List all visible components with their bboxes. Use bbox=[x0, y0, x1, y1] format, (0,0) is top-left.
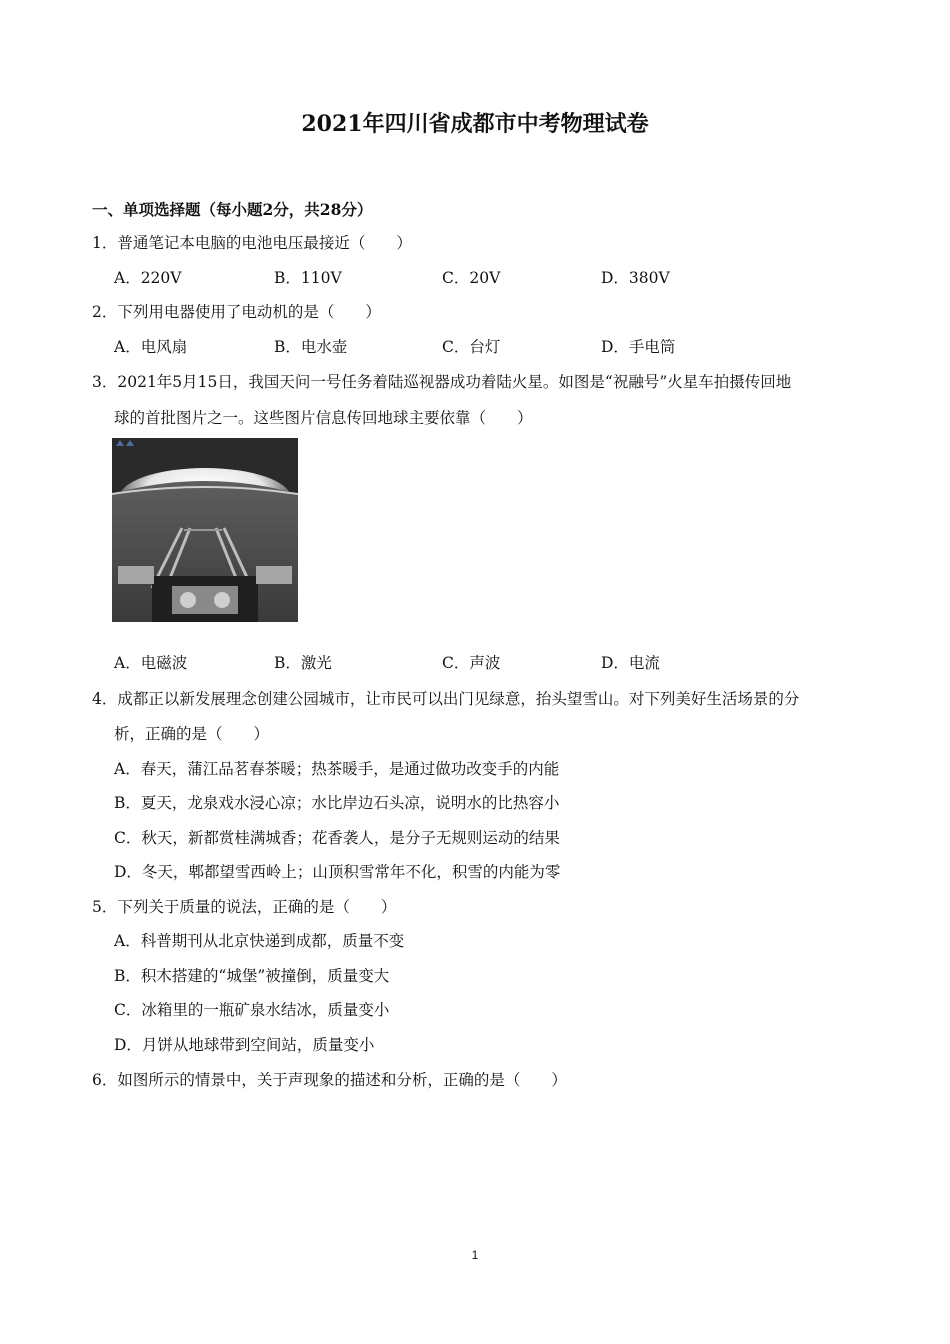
q3-option-b: B．激光 bbox=[274, 654, 332, 672]
q3-option-a: A．电磁波 bbox=[114, 654, 188, 672]
mars-rover-photo bbox=[112, 438, 298, 622]
question-1-stem: 1．普通笔记本电脑的电池电压最接近（ ） bbox=[92, 234, 412, 252]
section-heading: 一、单项选择题（每小题2分，共28分） bbox=[92, 200, 373, 219]
question-4-stem-line2: 析，正确的是（ ） bbox=[114, 725, 270, 743]
q2-option-b: B．电水壶 bbox=[274, 338, 348, 356]
q2-option-a: A．电风扇 bbox=[114, 338, 188, 356]
q5-option-a: A．科普期刊从北京快递到成都，质量不变 bbox=[114, 932, 405, 950]
page-number: 1 bbox=[471, 1248, 479, 1262]
q5-option-d: D．月饼从地球带到空间站，质量变小 bbox=[114, 1036, 375, 1054]
q3-option-d: D．电流 bbox=[601, 654, 660, 672]
question-2-stem: 2．下列用电器使用了电动机的是（ ） bbox=[92, 303, 381, 321]
question-4-stem-line1: 4．成都正以新发展理念创建公园城市，让市民可以出门见绿意，抬头望雪山。对下列美好生活场景的分 bbox=[92, 690, 800, 708]
q1-option-b: B．110V bbox=[274, 269, 342, 287]
q3-option-c: C．声波 bbox=[442, 654, 501, 672]
q5-option-b: B．积木搭建的“城堡”被撞倒，质量变大 bbox=[114, 967, 390, 985]
q2-option-c: C．台灯 bbox=[442, 338, 501, 356]
q4-option-d: D．冬天，郫都望雪西岭上；山顶积雪常年不化，积雪的内能为零 bbox=[114, 863, 561, 881]
question-5-stem: 5．下列关于质量的说法，正确的是（ ） bbox=[92, 898, 397, 916]
q5-option-c: C．冰箱里的一瓶矿泉水结冰，质量变小 bbox=[114, 1001, 390, 1019]
document-title: 2021年四川省成都市中考物理试卷 bbox=[301, 111, 649, 137]
q4-option-a: A．春天，蒲江品茗春茶暖；热茶暖手，是通过做功改变手的内能 bbox=[114, 760, 560, 778]
q1-option-c: C．20V bbox=[442, 269, 501, 287]
q1-option-d: D．380V bbox=[601, 269, 670, 287]
question-3-stem-line1: 3．2021年5月15日，我国天问一号任务着陆巡视器成功着陆火星。如图是“祝融号”火星车拍摄传回地 bbox=[92, 373, 792, 391]
q4-option-c: C．秋天，新都赏桂满城香；花香袭人，是分子无规则运动的结果 bbox=[114, 829, 560, 847]
question-6-stem: 6．如图所示的情景中，关于声现象的描述和分析，正确的是（ ） bbox=[92, 1071, 567, 1089]
q1-option-a: A．220V bbox=[114, 269, 182, 287]
q2-option-d: D．手电筒 bbox=[601, 338, 676, 356]
question-3-stem-line2: 球的首批图片之一。这些图片信息传回地球主要依靠（ ） bbox=[114, 409, 533, 427]
q4-option-b: B．夏天，龙泉戏水浸心凉；水比岸边石头凉，说明水的比热容小 bbox=[114, 794, 560, 812]
